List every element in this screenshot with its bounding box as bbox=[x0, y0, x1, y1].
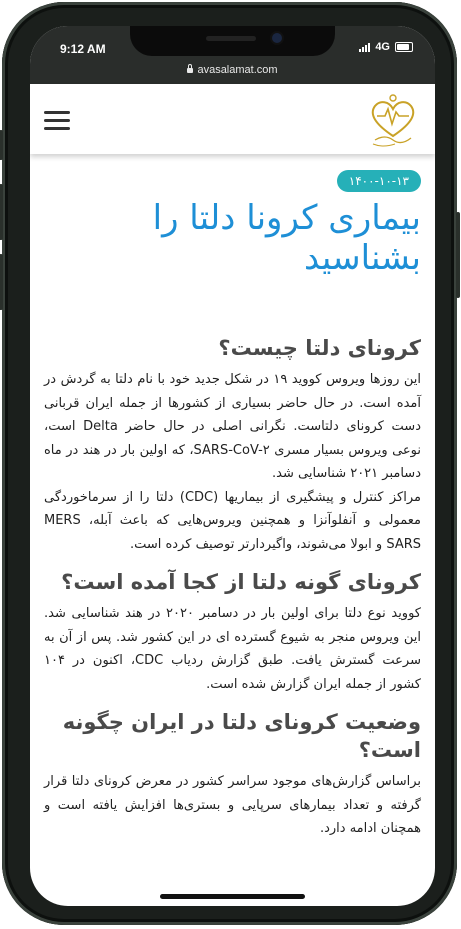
speaker-grille bbox=[206, 36, 256, 41]
power-button bbox=[456, 212, 460, 298]
section-origin bbox=[44, 568, 421, 696]
status-bar bbox=[30, 26, 435, 84]
hamburger-menu-icon[interactable] bbox=[44, 111, 70, 129]
paragraph: کووید نوع دلتا برای اولین بار در دسامبر ۲۰۲۰ در هند شناسایی شد. این ویروس منجر به شیوع گسترده ای در این کشور شد. پس از آن به سرعت گسترش یافت. طبق گزارش ردیاب CDC، اکنون در ۱۰۴ کشور از جمله ایران گزارش شده است. bbox=[44, 606, 421, 692]
phone-frame bbox=[2, 2, 457, 925]
home-indicator[interactable] bbox=[160, 894, 305, 899]
article-title: بیماری کرونا دلتا را بشناسید bbox=[152, 198, 421, 278]
phone-screen bbox=[30, 26, 435, 906]
front-camera-icon bbox=[272, 33, 282, 43]
section-heading: کرونای دلتا چیست؟ bbox=[218, 336, 421, 360]
silent-switch bbox=[0, 130, 3, 160]
signal-strength-icon bbox=[359, 43, 370, 52]
battery-icon bbox=[395, 42, 413, 52]
url-text: avasalamat.com bbox=[197, 64, 278, 76]
network-type: 4G bbox=[375, 41, 390, 53]
heart-stethoscope-logo[interactable] bbox=[365, 92, 421, 150]
site-header bbox=[30, 84, 435, 154]
article-content bbox=[30, 154, 435, 906]
paragraph: براساس گزارش‌های موجود سراسر کشور در معرض کرونای دلتا قرار گرفته و تعداد بیمارهای سرپایی و بستری‌ها افزایش یافته است و همچنان ادامه دارد. bbox=[44, 774, 421, 836]
section-what-is-delta bbox=[44, 334, 421, 556]
volume-down-button bbox=[0, 254, 3, 310]
date-badge: ۱۴۰۰-۱۰-۱۳ bbox=[337, 170, 421, 192]
lock-icon bbox=[187, 68, 193, 73]
url-bar[interactable] bbox=[30, 64, 435, 76]
section-heading: کرونای گونه دلتا از کجا آمده است؟ bbox=[61, 570, 421, 594]
volume-up-button bbox=[0, 184, 3, 240]
paragraph: این روزها ویروس کووید ۱۹ در شکل جدید خود با نام دلتا به گردش در آمده است. در حال حاضر بسیاری از کشورها از جمله ایران قربانی دست کرونای دلتاست. نگرانی اصلی در حال حاضر Delta است، نوعی ویروس بسیار مسری SARS-CoV-۲، که اولین بار در هند در ماه دسامبر ۲۰۲۱ شناسایی شد. bbox=[44, 372, 421, 481]
status-indicators bbox=[359, 41, 413, 53]
paragraph: مراکز کنترل و پیشگیری از بیماریها (CDC) دلتا را از سرماخوردگی معمولی و آنفلوآنزا و همچنین ویروس‌هایی که باعث آبله، MERS SARS و ابولا می‌شوند، واگیردارتر توصیف کرده است. bbox=[44, 489, 421, 552]
status-time: 9:12 AM bbox=[60, 42, 106, 56]
notch bbox=[130, 26, 335, 56]
section-iran-status bbox=[44, 708, 421, 841]
article-body bbox=[44, 334, 421, 853]
section-heading: وضعیت کرونای دلتا در ایران چگونه است؟ bbox=[62, 710, 421, 762]
